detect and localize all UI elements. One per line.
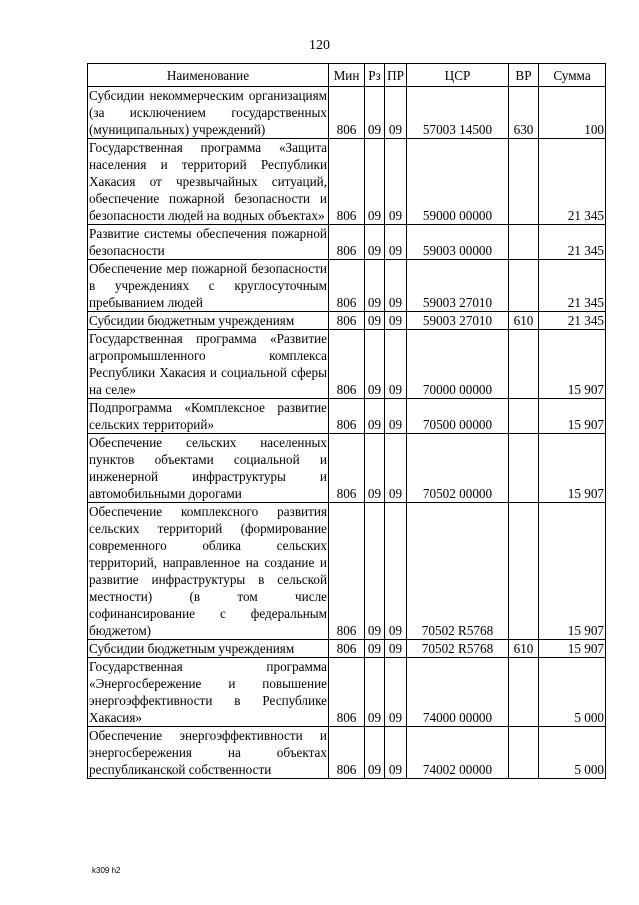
row-pr: 09	[385, 640, 407, 658]
row-rz: 09	[365, 658, 385, 727]
row-csr: 70502 00000	[407, 434, 509, 503]
row-min: 806	[329, 330, 365, 399]
row-min: 806	[329, 312, 365, 330]
table-row	[88, 312, 606, 330]
row-vr	[509, 658, 539, 727]
header-rz: Рз	[365, 64, 385, 87]
row-csr: 70500 00000	[407, 399, 509, 434]
row-name: Государственная программа «Энергосбережение и повышение энергоэффективности в Республике Хакасия»	[89, 659, 327, 725]
row-vr: 610	[509, 640, 539, 658]
row-min: 806	[329, 399, 365, 434]
row-rz: 09	[365, 503, 385, 640]
row-name: Обеспечение сельских населенных пунктов объектами социальной и инженерной инфраструктуры и автомобильными дорогами	[89, 435, 327, 501]
row-rz: 09	[365, 87, 385, 139]
page-number: 120	[309, 38, 330, 53]
row-sum: 15 907	[539, 399, 606, 434]
row-rz: 09	[365, 330, 385, 399]
row-min: 806	[329, 139, 365, 225]
row-rz: 09	[365, 225, 385, 260]
table-row	[88, 434, 606, 503]
row-sum: 21 345	[539, 225, 606, 260]
row-sum: 100	[539, 87, 606, 139]
row-vr	[509, 225, 539, 260]
row-csr: 59000 00000	[407, 139, 509, 225]
row-pr: 09	[385, 503, 407, 640]
table-row	[88, 139, 606, 225]
row-name: Государственная программа «Развитие агропромышленного комплекса Республики Хакасия и социальной сферы на селе»	[89, 331, 327, 397]
table-row	[88, 87, 606, 139]
header-csr: ЦСР	[407, 64, 509, 87]
row-min: 806	[329, 225, 365, 260]
table-row	[88, 260, 606, 312]
row-name: Государственная программа «Защита населения и территорий Республики Хакасия от чрезвычайных ситуаций, обеспечение пожарной безопасности и безопасности людей на водных объектах»	[89, 140, 327, 223]
table-row	[88, 640, 606, 658]
row-min: 806	[329, 87, 365, 139]
row-sum: 21 345	[539, 139, 606, 225]
table-row	[88, 330, 606, 399]
row-csr: 59003 27010	[407, 312, 509, 330]
row-sum: 15 907	[539, 434, 606, 503]
row-rz: 09	[365, 260, 385, 312]
row-sum: 21 345	[539, 312, 606, 330]
footer-code: k309 h2	[92, 866, 121, 875]
row-name: Обеспечение энергоэффективности и энергосбережения на объектах республиканской собственности	[89, 728, 327, 777]
row-csr: 70000 00000	[407, 330, 509, 399]
row-pr: 09	[385, 87, 407, 139]
row-vr: 630	[509, 87, 539, 139]
row-min: 806	[329, 260, 365, 312]
row-pr: 09	[385, 727, 407, 779]
row-csr: 70502 R5768	[407, 640, 509, 658]
row-sum: 5 000	[539, 727, 606, 779]
row-pr: 09	[385, 658, 407, 727]
row-rz: 09	[365, 139, 385, 225]
row-rz: 09	[365, 399, 385, 434]
table-header-row	[88, 64, 606, 87]
row-pr: 09	[385, 260, 407, 312]
row-sum: 15 907	[539, 640, 606, 658]
row-pr: 09	[385, 225, 407, 260]
row-rz: 09	[365, 727, 385, 779]
row-vr	[509, 503, 539, 640]
row-vr: 610	[509, 312, 539, 330]
row-name: Обеспечение мер пожарной безопасности в учреждениях с круглосуточным пребыванием людей	[89, 261, 327, 310]
row-min: 806	[329, 640, 365, 658]
row-vr	[509, 139, 539, 225]
row-vr	[509, 260, 539, 312]
row-pr: 09	[385, 399, 407, 434]
row-name: Подпрограмма «Комплексное развитие сельских территорий»	[89, 400, 327, 432]
row-vr	[509, 399, 539, 434]
row-min: 806	[329, 658, 365, 727]
header-name: Наименование	[88, 64, 329, 87]
header-sum: Сумма	[539, 64, 606, 87]
row-min: 806	[329, 503, 365, 640]
row-sum: 5 000	[539, 658, 606, 727]
row-name: Развитие системы обеспечения пожарной безопасности	[89, 226, 327, 258]
table-row	[88, 727, 606, 779]
table-row	[88, 399, 606, 434]
row-csr: 59003 27010	[407, 260, 509, 312]
row-name: Субсидии бюджетным учреждениям	[88, 640, 329, 658]
row-name: Обеспечение комплексного развития сельских территорий (формирование современного облика сельских территорий, направленное на создание и развитие инфраструктуры в сельской местности) (в том числе софинансирование с федеральным бюджетом)	[89, 504, 327, 638]
budget-table	[87, 63, 606, 779]
row-csr: 70502 R5768	[407, 503, 509, 640]
row-pr: 09	[385, 312, 407, 330]
header-pr: ПР	[385, 64, 407, 87]
row-min: 806	[329, 434, 365, 503]
row-csr: 59003 00000	[407, 225, 509, 260]
row-pr: 09	[385, 139, 407, 225]
row-name: Субсидии некоммерческим организациям (за исключением государственных (муниципальных) учреждений)	[89, 88, 327, 137]
row-sum: 15 907	[539, 503, 606, 640]
row-sum: 15 907	[539, 330, 606, 399]
row-vr	[509, 330, 539, 399]
row-pr: 09	[385, 434, 407, 503]
row-rz: 09	[365, 434, 385, 503]
row-rz: 09	[365, 640, 385, 658]
table-row	[88, 658, 606, 727]
table-row	[88, 503, 606, 640]
row-vr	[509, 727, 539, 779]
row-min: 806	[329, 727, 365, 779]
row-sum: 21 345	[539, 260, 606, 312]
header-min: Мин	[329, 64, 365, 87]
row-name: Субсидии бюджетным учреждениям	[88, 312, 329, 330]
row-vr	[509, 434, 539, 503]
row-csr: 74000 00000	[407, 658, 509, 727]
table-row	[88, 225, 606, 260]
row-csr: 74002 00000	[407, 727, 509, 779]
row-csr: 57003 14500	[407, 87, 509, 139]
header-vr: ВР	[509, 64, 539, 87]
row-rz: 09	[365, 312, 385, 330]
row-pr: 09	[385, 330, 407, 399]
